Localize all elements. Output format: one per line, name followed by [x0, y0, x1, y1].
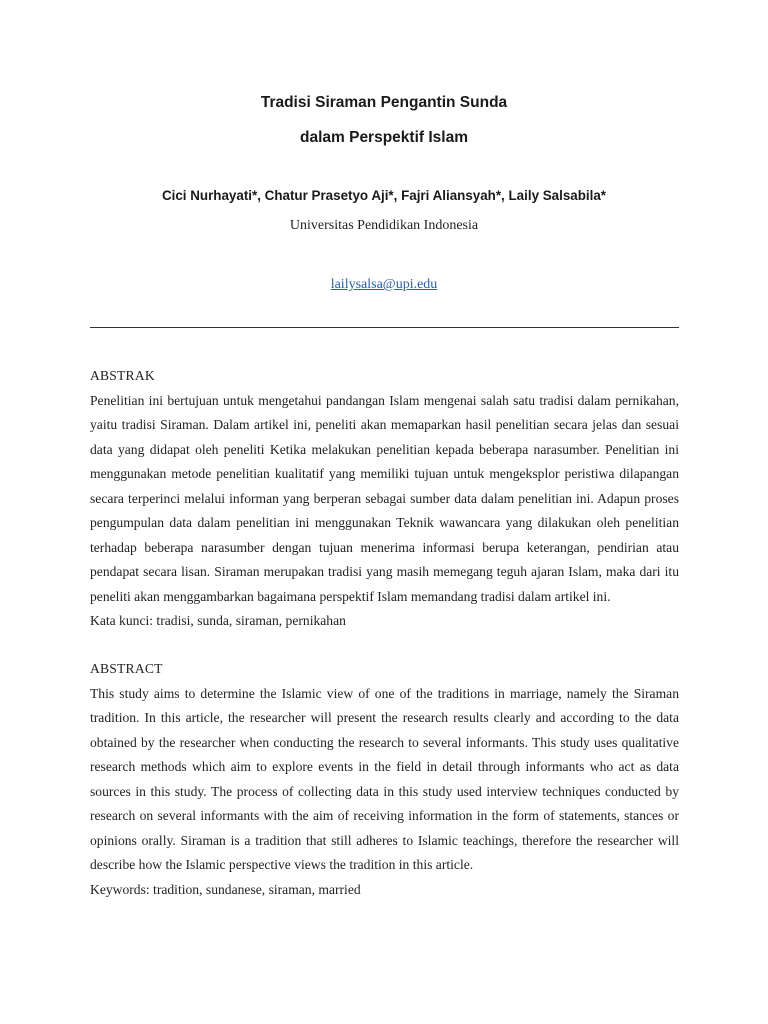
affiliation: Universitas Pendidikan Indonesia	[289, 218, 479, 233]
abstract-section	[90, 657, 679, 902]
email-link[interactable]: lailysalsa@upi.edu	[330, 277, 438, 292]
abstrak-section	[90, 364, 679, 634]
abstract-keywords: Keywords: tradition, sundanese, siraman, married	[90, 881, 361, 897]
header-divider	[90, 327, 679, 328]
authors: Cici Nurhayati*, Chatur Prasetyo Aji*, Fajri Aliansyah*, Laily Salsabila*	[161, 188, 607, 203]
abstract-heading: ABSTRACT	[90, 661, 163, 676]
email-container	[0, 277, 768, 293]
title-line-1: Tradisi Siraman Pengantin Sunda	[260, 94, 508, 111]
abstract-body: This study aims to determine the Islamic view of one of the traditions in marriage, namely the Siraman tradition. In this article, the researcher will present the research results clearly and according to the data obtained by the researcher when conducting the research to several informants. This study uses qualitative research methods which aim to explore events in the field in detail through informants who act as data sources in this study. The process of collecting data in this study used interview techniques conducted by research on several informants with the aim of receiving information in the form of statements, stances or opinions orally. Siraman is a tradition that still adheres to Islamic teachings, therefore the researcher will describe how the Islamic perspective views the tradition in this article.	[90, 685, 679, 872]
abstrak-keywords: Kata kunci: tradisi, sunda, siraman, pernikahan	[90, 613, 346, 628]
abstrak-heading: ABSTRAK	[90, 368, 155, 383]
abstrak-body: Penelitian ini bertujuan untuk mengetahui pandangan Islam mengenai salah satu tradisi dalam pernikahan, yaitu tradisi Siraman. Dalam artikel ini, peneliti akan memaparkan hasil penelitian secara jelas dan sesuai data yang didapat oleh peneliti Ketika melakukan penelitian kepada beberapa narasumber. Penelitian ini menggunakan metode penelitian kualitatif yang memiliki tujuan untuk mengeksplor peristiwa dilapangan secara terperinci melalui informan yang berperan sebagai sumber data dalam penelitian ini. Adapun proses pengumpulan data dalam penelitian ini menggunakan Teknik wawancara yang dilakukan oleh penelitian terhadap beberapa narasumber dengan tujuan menerima informasi berupa keterangan, pendirian atau pendapat secara lisan. Siraman merupakan tradisi yang masih memegang teguh ajaran Islam, maka dari itu peneliti akan menggambarkan bagaimana perspektif Islam memandang tradisi dalam artikel ini.	[90, 392, 679, 604]
title-line-2: dalam Perspektif Islam	[300, 129, 468, 146]
